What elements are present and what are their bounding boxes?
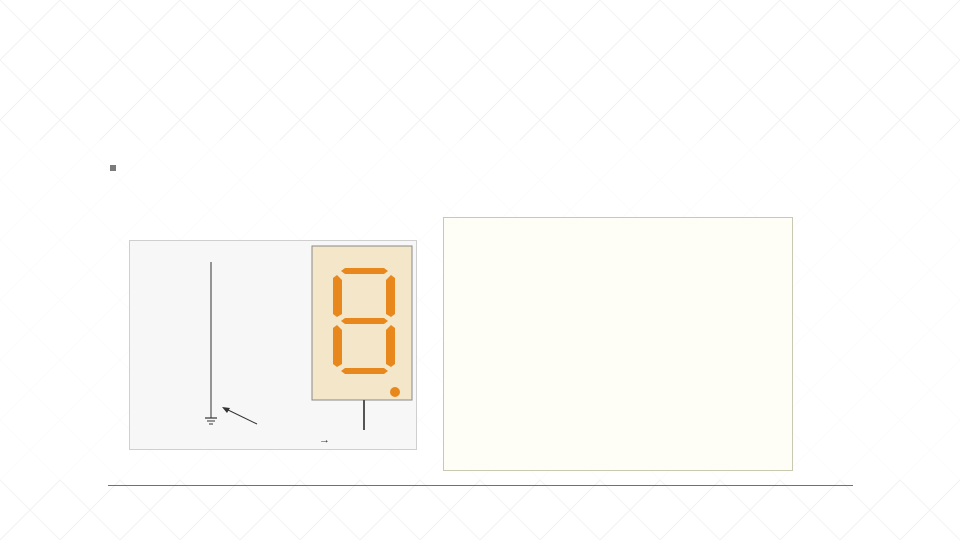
segment-g bbox=[341, 318, 388, 324]
footer-divider bbox=[108, 485, 853, 486]
arrow-icon-2: → bbox=[319, 434, 330, 446]
truth-table-figure bbox=[443, 217, 793, 471]
segment-e bbox=[333, 325, 342, 367]
segment-c bbox=[386, 325, 395, 367]
seven-segment-circuit-figure bbox=[129, 240, 417, 450]
bullet-marker bbox=[110, 165, 116, 171]
segment-b bbox=[386, 275, 395, 317]
dp-dot bbox=[390, 387, 400, 397]
segment-a bbox=[341, 268, 388, 274]
segment-f bbox=[333, 275, 342, 317]
segment-d bbox=[341, 368, 388, 374]
